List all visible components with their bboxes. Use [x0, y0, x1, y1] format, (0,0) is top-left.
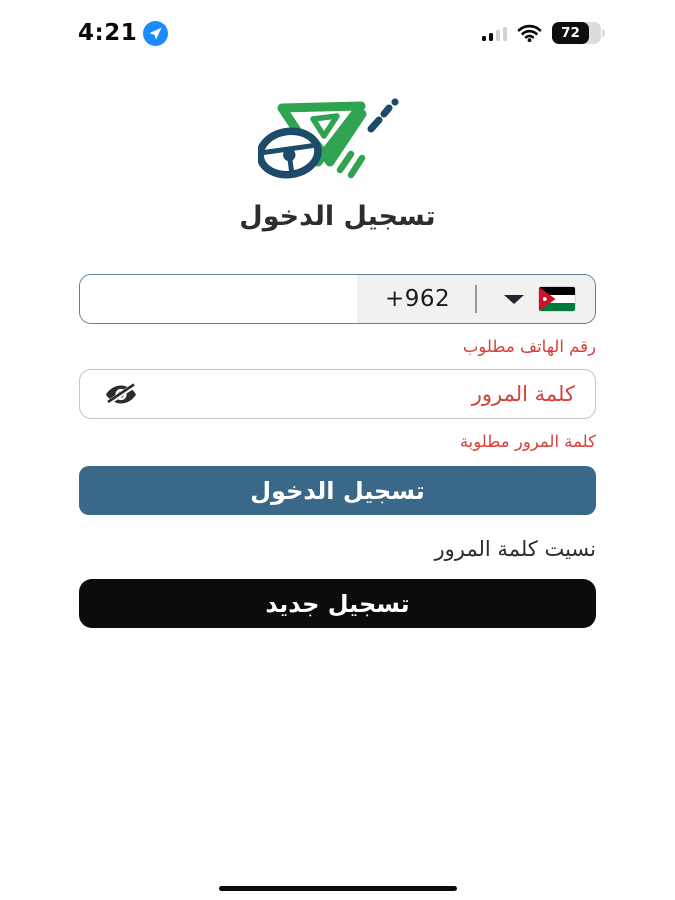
password-input[interactable] — [80, 370, 595, 418]
password-error: كلمة المرور مطلوبة — [459, 432, 596, 451]
login-button[interactable]: تسجيل الدخول — [79, 466, 596, 515]
chevron-down-icon[interactable] — [504, 295, 524, 304]
wifi-icon — [517, 24, 542, 42]
status-bar-right — [482, 22, 602, 44]
phone-field — [79, 274, 596, 324]
page-title: تسجيل الدخول — [239, 201, 436, 232]
eye-off-icon[interactable] — [104, 382, 138, 407]
jordan-flag-icon — [539, 287, 575, 311]
phone-input[interactable] — [80, 275, 357, 323]
clock: 4:21 — [78, 20, 138, 46]
status-bar-left — [78, 20, 168, 46]
login-form — [79, 274, 596, 628]
password-field — [79, 369, 596, 419]
divider — [475, 285, 477, 313]
dial-code: +962 — [385, 286, 451, 312]
register-button[interactable]: تسجيل جديد — [79, 579, 596, 628]
status-bar — [0, 0, 675, 50]
location-arrow-icon — [143, 21, 168, 46]
forgot-password-link[interactable]: نسيت كلمة المرور — [434, 537, 596, 561]
steering-wheel-icon — [258, 128, 321, 179]
battery-icon — [552, 22, 601, 44]
country-code-selector[interactable] — [357, 275, 596, 323]
cellular-signal-icon — [482, 26, 508, 41]
app-logo — [0, 92, 675, 188]
home-indicator[interactable] — [219, 886, 457, 891]
battery-percent: 72 — [552, 22, 589, 44]
phone-error: رقم الهاتف مطلوب — [462, 337, 596, 356]
